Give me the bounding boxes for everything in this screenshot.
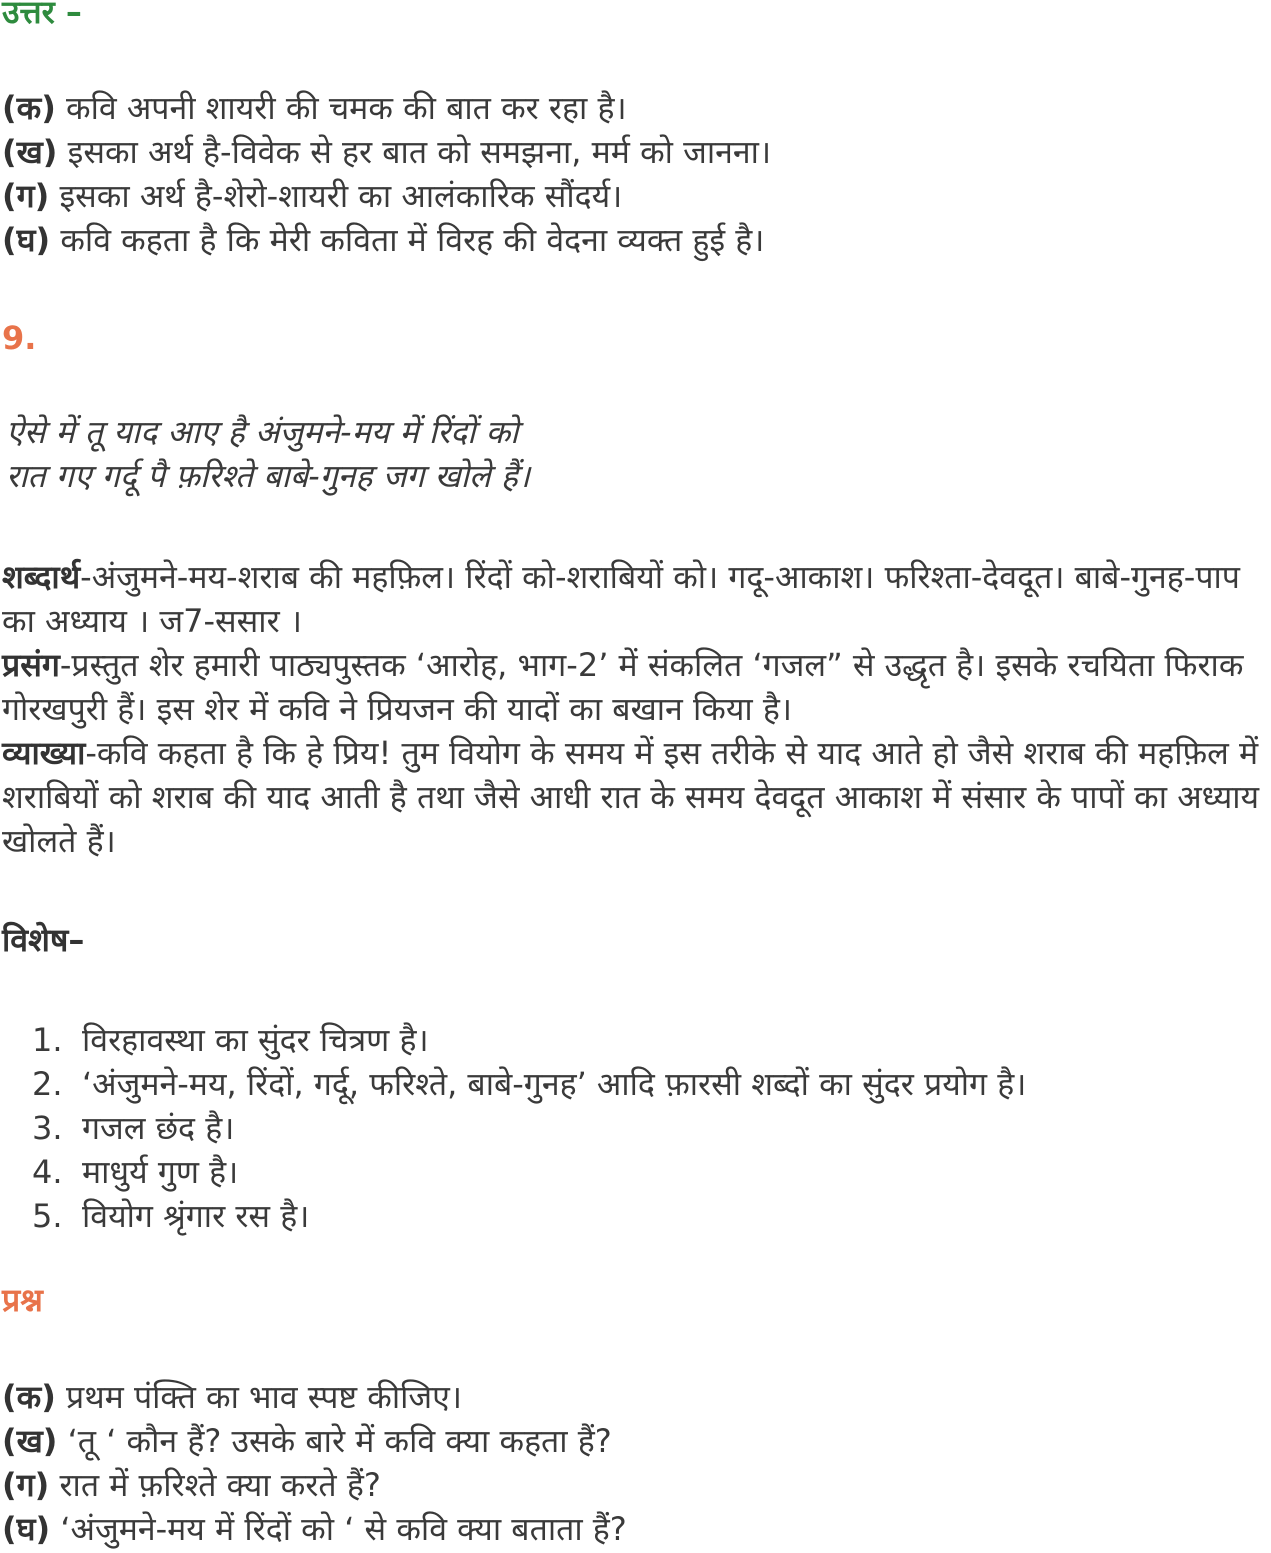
vishesh-item xyxy=(32,1194,1026,1238)
answer-text: इसका अर्थ है-शेरो-शायरी का आलंकारिक सौंदर्य। xyxy=(49,177,623,215)
vishesh-list xyxy=(32,1018,1026,1238)
answer-label: (घ) xyxy=(2,221,51,259)
shabdarth-label: शब्दार्थ xyxy=(2,558,81,596)
vishesh-text: वियोग श्रृंगार रस है। xyxy=(82,1197,310,1235)
vishesh-item xyxy=(32,1062,1026,1106)
answer-text: कवि अपनी शायरी की चमक की बात कर रहा है। xyxy=(55,89,627,127)
verse-line: रात गए गर्दू पै फ़रिश्ते बाबे-गुनह जग खोले हैं। xyxy=(6,457,530,495)
answer-text: कवि कहता है कि मेरी कविता में विरह की वेदना व्यक्त हुई है। xyxy=(50,221,765,259)
question-label: (ख) xyxy=(2,1422,58,1460)
question-number: 9. xyxy=(2,319,37,357)
question-list xyxy=(2,1375,627,1551)
vishesh-number: 3. xyxy=(32,1109,63,1147)
question-label: (घ) xyxy=(2,1510,51,1548)
vishesh-text: माधुर्य गुण है। xyxy=(82,1153,239,1191)
shabdarth-text: -अंजुमने-मय-शराब की महफ़िल। रिंदों को-शराबियों को। गदू-आकाश। फरिश्ता-देवदूत। बाबे-गुनह-पाप का अध्याय । ज7-ससार । xyxy=(2,558,1240,640)
vishesh-item xyxy=(32,1018,1026,1062)
vishesh-number: 5. xyxy=(32,1197,63,1235)
question-label: (ग) xyxy=(2,1466,50,1504)
answer-item xyxy=(2,130,771,174)
answer-item xyxy=(2,86,771,130)
answer-list xyxy=(2,86,771,262)
answer-label: (ख) xyxy=(2,133,58,171)
vyakhya-text: -कवि कहता है कि हे प्रिय! तुम वियोग के समय में इस तरीके से याद आते हो जैसे शराब की महफ़िल में शराबियों को शराब की याद आती है तथा जैसे आधी रात के समय देवदूत आकाश में संसार के पापों का अध्याय खोलते हैं। xyxy=(2,734,1260,860)
verse-block xyxy=(6,410,530,498)
vishesh-item xyxy=(32,1106,1026,1150)
prashn-heading: प्रश्न xyxy=(2,1281,43,1319)
vishesh-item xyxy=(32,1150,1026,1194)
question-item xyxy=(2,1463,627,1507)
vishesh-text: गजल छंद है। xyxy=(82,1109,235,1147)
answer-text: इसका अर्थ है-विवेक से हर बात को समझना, मर्म को जानना। xyxy=(57,133,772,171)
answer-heading: उत्तर – xyxy=(2,0,82,31)
vishesh-number: 4. xyxy=(32,1153,63,1191)
verse-line: ऐसे में तू याद आए है अंजुमने-मय में रिंदों को xyxy=(6,413,519,451)
vishesh-number: 1. xyxy=(32,1021,63,1059)
vishesh-text: ‘अंजुमने-मय, रिंदों, गर्दू, फरिश्ते, बाबे-गुनह’ आदि फ़ारसी शब्दों का सुंदर प्रयोग है। xyxy=(82,1065,1027,1103)
answer-label: (क) xyxy=(2,89,56,127)
question-text: ‘अंजुमने-मय में रिंदों को ‘ से कवि क्या बताता हैं? xyxy=(50,1510,627,1548)
shabdarth-paragraph xyxy=(2,555,1268,643)
question-item xyxy=(2,1419,627,1463)
question-label: (क) xyxy=(2,1378,56,1416)
question-item xyxy=(2,1507,627,1551)
question-text: रात में फ़रिश्ते क्या करते हैं? xyxy=(49,1466,381,1504)
answer-label: (ग) xyxy=(2,177,50,215)
prasang-paragraph xyxy=(2,643,1268,731)
question-text: ‘तू ‘ कौन हैं? उसके बारे में कवि क्या कहता हैं? xyxy=(57,1422,612,1460)
vyakhya-label: व्याख्या xyxy=(2,734,86,772)
question-text: प्रथम पंक्ति का भाव स्पष्ट कीजिए। xyxy=(55,1378,462,1416)
prasang-text: -प्रस्तुत शेर हमारी पाठ्यपुस्तक ‘आरोह, भाग-2’ में संकलित ‘गजल” से उद्धृत है। इसके रचयिता फिराक गोरखपुरी हैं। इस शेर में कवि ने प्रियजन की यादों का बखान किया है। xyxy=(2,646,1244,728)
vyakhya-paragraph xyxy=(2,731,1268,863)
answer-item xyxy=(2,174,771,218)
vishesh-heading: विशेष– xyxy=(2,921,85,959)
answer-item xyxy=(2,218,771,262)
vishesh-number: 2. xyxy=(32,1065,63,1103)
question-item xyxy=(2,1375,627,1419)
prasang-label: प्रसंग xyxy=(2,646,60,684)
vishesh-text: विरहावस्था का सुंदर चित्रण है। xyxy=(82,1021,429,1059)
